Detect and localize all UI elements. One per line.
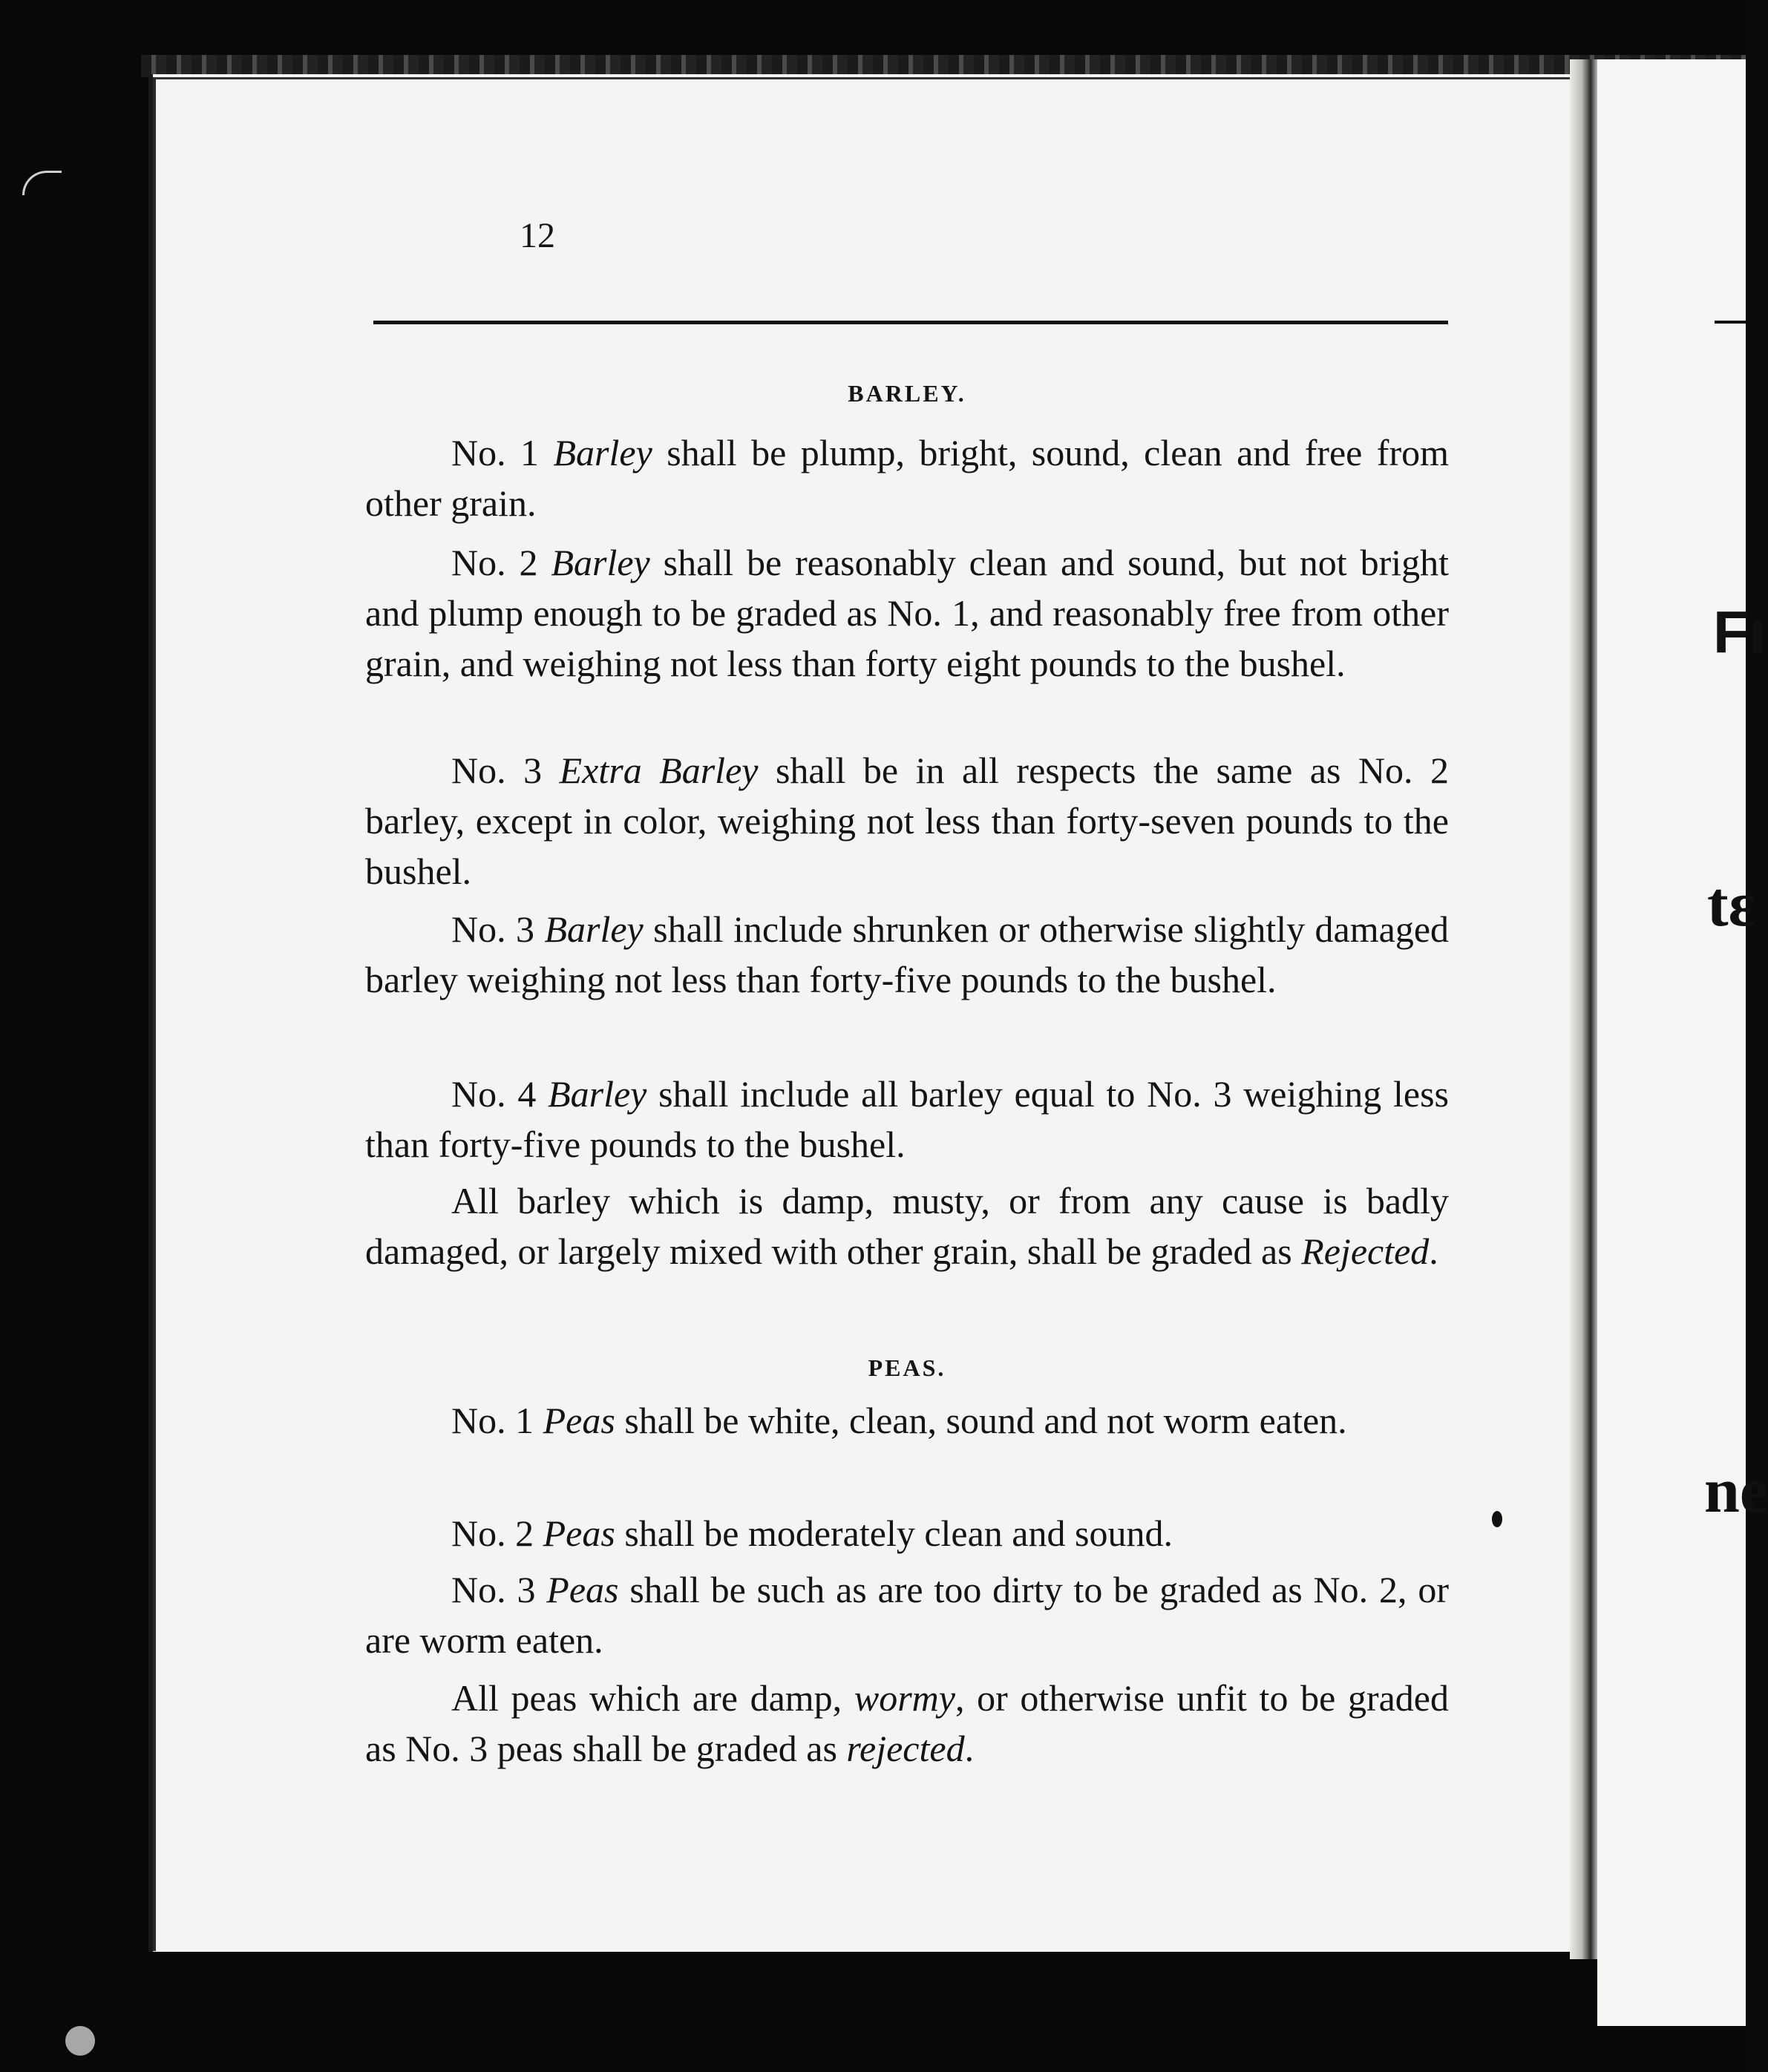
peas-paragraph: No. 3 Peas shall be such as are too dirty to be graded as No. 2, or are worm eaten. xyxy=(365,1569,1449,1661)
facing-page-rule xyxy=(1715,321,1746,324)
peas-paragraph: All peas which are damp, wormy, or otherwise unfit to be graded as No. 3 peas shall be graded as rejected. xyxy=(365,1677,1449,1769)
facing-page-fragment: Fı xyxy=(1713,599,1767,665)
ink-speck xyxy=(1492,1511,1502,1527)
peas-paragraph: No. 1 Peas shall be white, clean, sound and not worm eaten. xyxy=(451,1400,1347,1441)
section-heading-barley: BARLEY. xyxy=(848,380,966,407)
section-heading-peas: PEAS. xyxy=(868,1354,946,1381)
barley-paragraph: No. 3 Extra Barley shall be in all respects the same as No. 2 barley, except in color, weighing not less than forty-seven pounds to the bushel. xyxy=(365,750,1450,892)
barley-paragraph: No. 3 Barley shall include shrunken or otherwise slightly damaged barley weighing not less than forty-five pounds to the bushel. xyxy=(365,908,1450,1000)
peas-paragraph: No. 2 Peas shall be moderately clean and sound. xyxy=(451,1512,1173,1554)
header-rule xyxy=(373,321,1448,324)
facing-page-fragment: tε xyxy=(1707,868,1756,940)
barley-paragraph: No. 2 Barley shall be reasonably clean and sound, but not bright and plump enough to be graded as No. 1, and reasonably free from other grain, and weighing not less than forty eight pounds to the bushel. xyxy=(365,542,1450,684)
scan-artifact xyxy=(65,2026,95,2056)
barley-paragraph: All barley which is damp, musty, or from any cause is badly damaged, or largely mixed with other grain, shall be graded as Rejected. xyxy=(365,1180,1449,1272)
facing-page-fragment: ne xyxy=(1704,1455,1768,1526)
facing-page xyxy=(1597,59,1746,2026)
scan-artifact xyxy=(22,171,62,195)
barley-paragraph: No. 1 Barley shall be plump, bright, sound, clean and free from other grain. xyxy=(365,432,1450,524)
left-page xyxy=(148,74,1594,1952)
page-number: 12 xyxy=(520,216,555,255)
book-gutter xyxy=(1570,59,1600,1959)
barley-paragraph: No. 4 Barley shall include all barley equal to No. 3 weighing less than forty-five pounds to the bushel. xyxy=(365,1073,1450,1165)
